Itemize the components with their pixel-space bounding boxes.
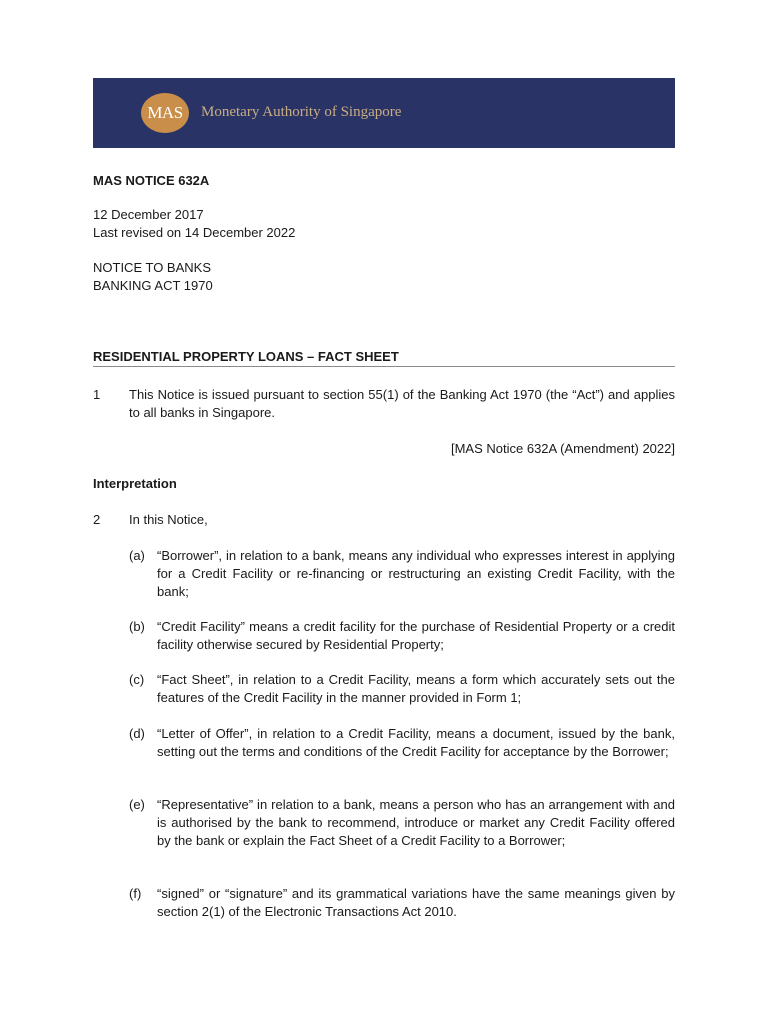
interpretation-heading: Interpretation — [93, 476, 177, 491]
definition-label: (d) — [129, 726, 145, 741]
section-divider — [93, 366, 675, 367]
paragraph-number: 1 — [93, 387, 101, 402]
definition-text: “Borrower”, in relation to a bank, means any individual who expresses interest in applying for a Credit Facility or re-financing or restructuring an existing Credit Facility, with the bank; — [157, 548, 675, 599]
definition-text: “signed” or “signature” and its grammatical variations have the same meanings given by section 2(1) of the Electronic Transactions Act 2010. — [157, 886, 675, 919]
paragraph-text: This Notice is issued pursuant to section 55(1) of the Banking Act 1970 (the “Act”) and applies to all banks in Singapore. — [129, 387, 675, 420]
definition-text: “Representative” in relation to a bank, means a person who has an arrangement with and is authorised by the bank to recommend, introduce or market any Credit Facility offered by the bank or explain the Fact Sheet of a Credit Facility to a Borrower; — [157, 797, 675, 848]
definition-text: “Credit Facility” means a credit facility for the purchase of Residential Property or a credit facility otherwise secured by Residential Property; — [157, 619, 675, 652]
notice-date: 12 December 2017 — [93, 207, 204, 222]
definition-label: (a) — [129, 548, 145, 563]
definition-label: (f) — [129, 886, 142, 901]
definition-text: “Fact Sheet”, in relation to a Credit Facility, means a form which accurately sets out the features of the Credit Facility in the manner provided in Form 1; — [157, 672, 675, 705]
notice-title: MAS NOTICE 632A — [93, 173, 210, 188]
definition-label: (e) — [129, 797, 145, 812]
paragraph-intro: In this Notice, — [129, 512, 208, 527]
notice-revised-date: Last revised on 14 December 2022 — [93, 225, 296, 240]
mas-banner — [93, 78, 675, 148]
definition-label: (b) — [129, 619, 145, 634]
notice-addressee: NOTICE TO BANKS — [93, 260, 211, 275]
definition-label: (c) — [129, 672, 145, 687]
amendment-reference: [MAS Notice 632A (Amendment) 2022] — [450, 441, 675, 456]
mas-logo-icon: MAS — [141, 93, 189, 133]
notice-act: BANKING ACT 1970 — [93, 278, 213, 293]
paragraph-number: 2 — [93, 512, 101, 527]
definition-text: “Letter of Offer”, in relation to a Credit Facility, means a document, issued by the bank, setting out the terms and conditions of the Credit Facility for acceptance by the Borrower; — [157, 726, 675, 759]
mas-logo-name: Monetary Authority of Singapore — [201, 104, 402, 120]
section-title: RESIDENTIAL PROPERTY LOANS – FACT SHEET — [93, 349, 399, 364]
